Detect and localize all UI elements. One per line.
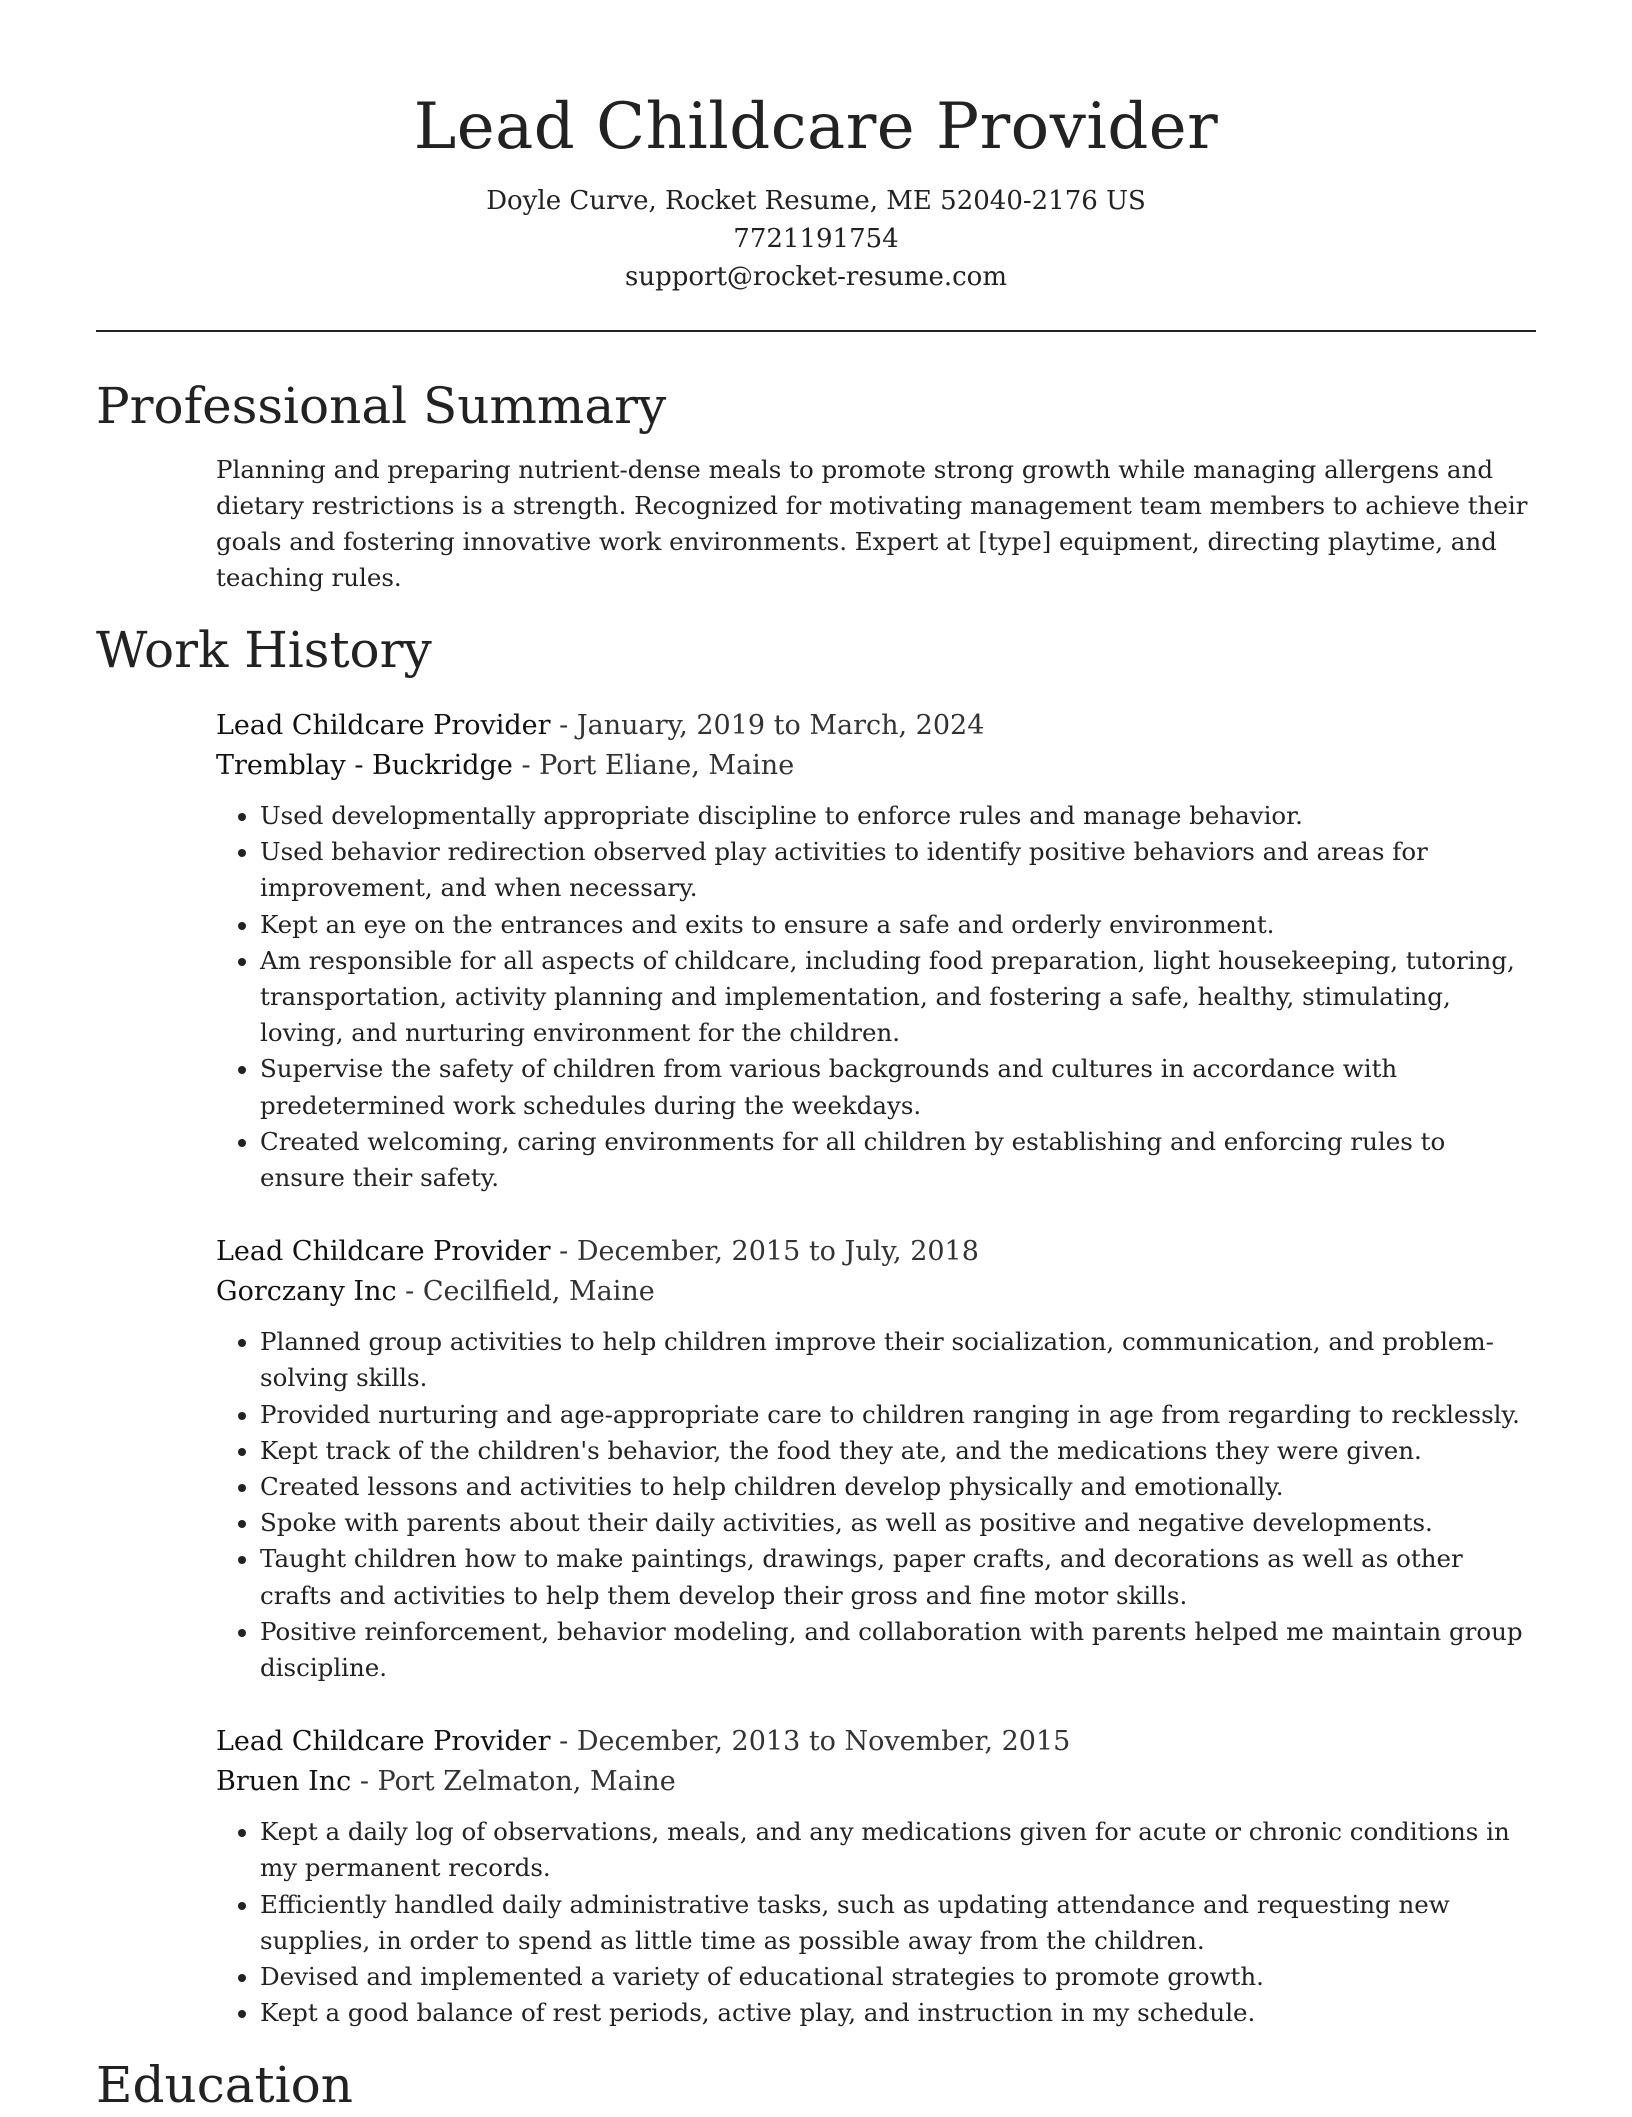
job-title-line	[216, 706, 1536, 746]
summary-heading: Professional Summary	[96, 377, 667, 435]
job-company-line	[216, 1762, 1536, 1802]
education-heading: Education	[96, 2056, 353, 2115]
job-dates: - December, 2015 to July, 2018	[550, 1236, 979, 1268]
list-item: • Efficiently handled daily administrative tasks, such as updating attendance and requesting new supplies, in order to spend as little time as possible away from the children.	[260, 1887, 1536, 1959]
list-item: • Taught children how to make paintings, drawings, paper crafts, and decorations as well as other crafts and activities to help them develop their gross and fine motor skills.	[260, 1541, 1536, 1613]
job-entry-1	[216, 706, 1536, 1196]
list-item: • Devised and implemented a variety of educational strategies to promote growth.	[260, 1959, 1536, 1995]
job-title: Lead Childcare Provider	[216, 1726, 551, 1758]
job-bullet-list	[216, 1814, 1536, 2031]
job-location: - Cecilfield, Maine	[396, 1276, 655, 1308]
list-item: • Supervise the safety of children from various backgrounds and cultures in accordance with predetermined work schedules during the weekdays.	[260, 1051, 1536, 1123]
resume-header	[96, 0, 1536, 296]
list-item: • Used developmentally appropriate discipline to enforce rules and manage behavior.	[260, 798, 1536, 834]
resume-page	[96, 0, 1536, 2117]
list-item: • Am responsible for all aspects of childcare, including food preparation, light housekeeping, tutoring, transportation, activity planning and implementation, and fostering a safe, healthy, stimulating, loving, and nurturing environment for the children.	[260, 943, 1536, 1052]
contact-block	[96, 182, 1536, 296]
job-company: Gorczany Inc	[216, 1276, 397, 1308]
list-item: • Positive reinforcement, behavior modeling, and collaboration with parents helped me maintain group discipline.	[260, 1614, 1536, 1686]
job-company: Bruen Inc	[216, 1766, 352, 1798]
job-dates: - December, 2013 to November, 2015	[550, 1726, 1071, 1758]
job-entry-2	[216, 1232, 1536, 1686]
contact-address: Doyle Curve, Rocket Resume, ME 52040-2176 US	[486, 186, 1146, 216]
list-item: • Kept a daily log of observations, meals, and any medications given for acute or chronic conditions in my permanent records.	[260, 1814, 1536, 1886]
job-title-line	[216, 1722, 1536, 1762]
header-divider	[96, 330, 1536, 332]
education-section	[96, 2053, 1536, 2117]
job-bullet-list	[216, 1324, 1536, 1686]
job-location: - Port Eliane, Maine	[512, 750, 795, 781]
contact-phone: 7721191754	[733, 224, 899, 254]
list-item: • Planned group activities to help children improve their socialization, communication, and problem-solving skills.	[260, 1324, 1536, 1396]
list-item: • Used behavior redirection observed play activities to identify positive behaviors and areas for improvement, and when necessary.	[260, 834, 1536, 906]
list-item: • Created lessons and activities to help children develop physically and emotionally.	[260, 1469, 1536, 1505]
job-company-line	[216, 746, 1536, 786]
list-item: • Created welcoming, caring environments for all children by establishing and enforcing rules to ensure their safety.	[260, 1124, 1536, 1196]
list-item: • Spoke with parents about their daily activities, as well as positive and negative developments.	[260, 1505, 1536, 1541]
summary-text: Planning and preparing nutrient-dense meals to promote strong growth while managing allergens and dietary restrictions is a strength. Recognized for motivating management team members to achieve their goals and fostering innovative work environments. Expert at [type] equipment, directing playtime, and teaching rules.	[216, 455, 1528, 592]
summary-section	[96, 374, 1536, 596]
list-item: • Kept a good balance of rest periods, active play, and instruction in my schedule.	[260, 1995, 1536, 2031]
list-item: • Provided nurturing and age-appropriate care to children ranging in age from regarding to recklessly.	[260, 1397, 1536, 1433]
job-dates: - January, 2019 to March, 2024	[550, 710, 985, 741]
job-title: Lead Childcare Provider	[216, 710, 551, 741]
list-item: • Kept track of the children's behavior, the food they ate, and the medications they were given.	[260, 1433, 1536, 1469]
job-title-line	[216, 1232, 1536, 1272]
resume-name: Lead Childcare Provider	[413, 90, 1219, 164]
list-item: • Kept an eye on the entrances and exits to ensure a safe and orderly environment.	[260, 907, 1536, 943]
work-history-section	[96, 618, 1536, 2031]
job-entry-3	[216, 1722, 1536, 2031]
work-history-heading: Work History	[96, 621, 432, 679]
job-company: Tremblay - Buckridge	[216, 750, 513, 781]
job-title: Lead Childcare Provider	[216, 1236, 551, 1268]
job-location: - Port Zelmaton, Maine	[351, 1766, 676, 1798]
job-bullet-list	[216, 798, 1536, 1196]
job-company-line	[216, 1272, 1536, 1312]
contact-email: support@rocket-resume.com	[624, 262, 1007, 292]
